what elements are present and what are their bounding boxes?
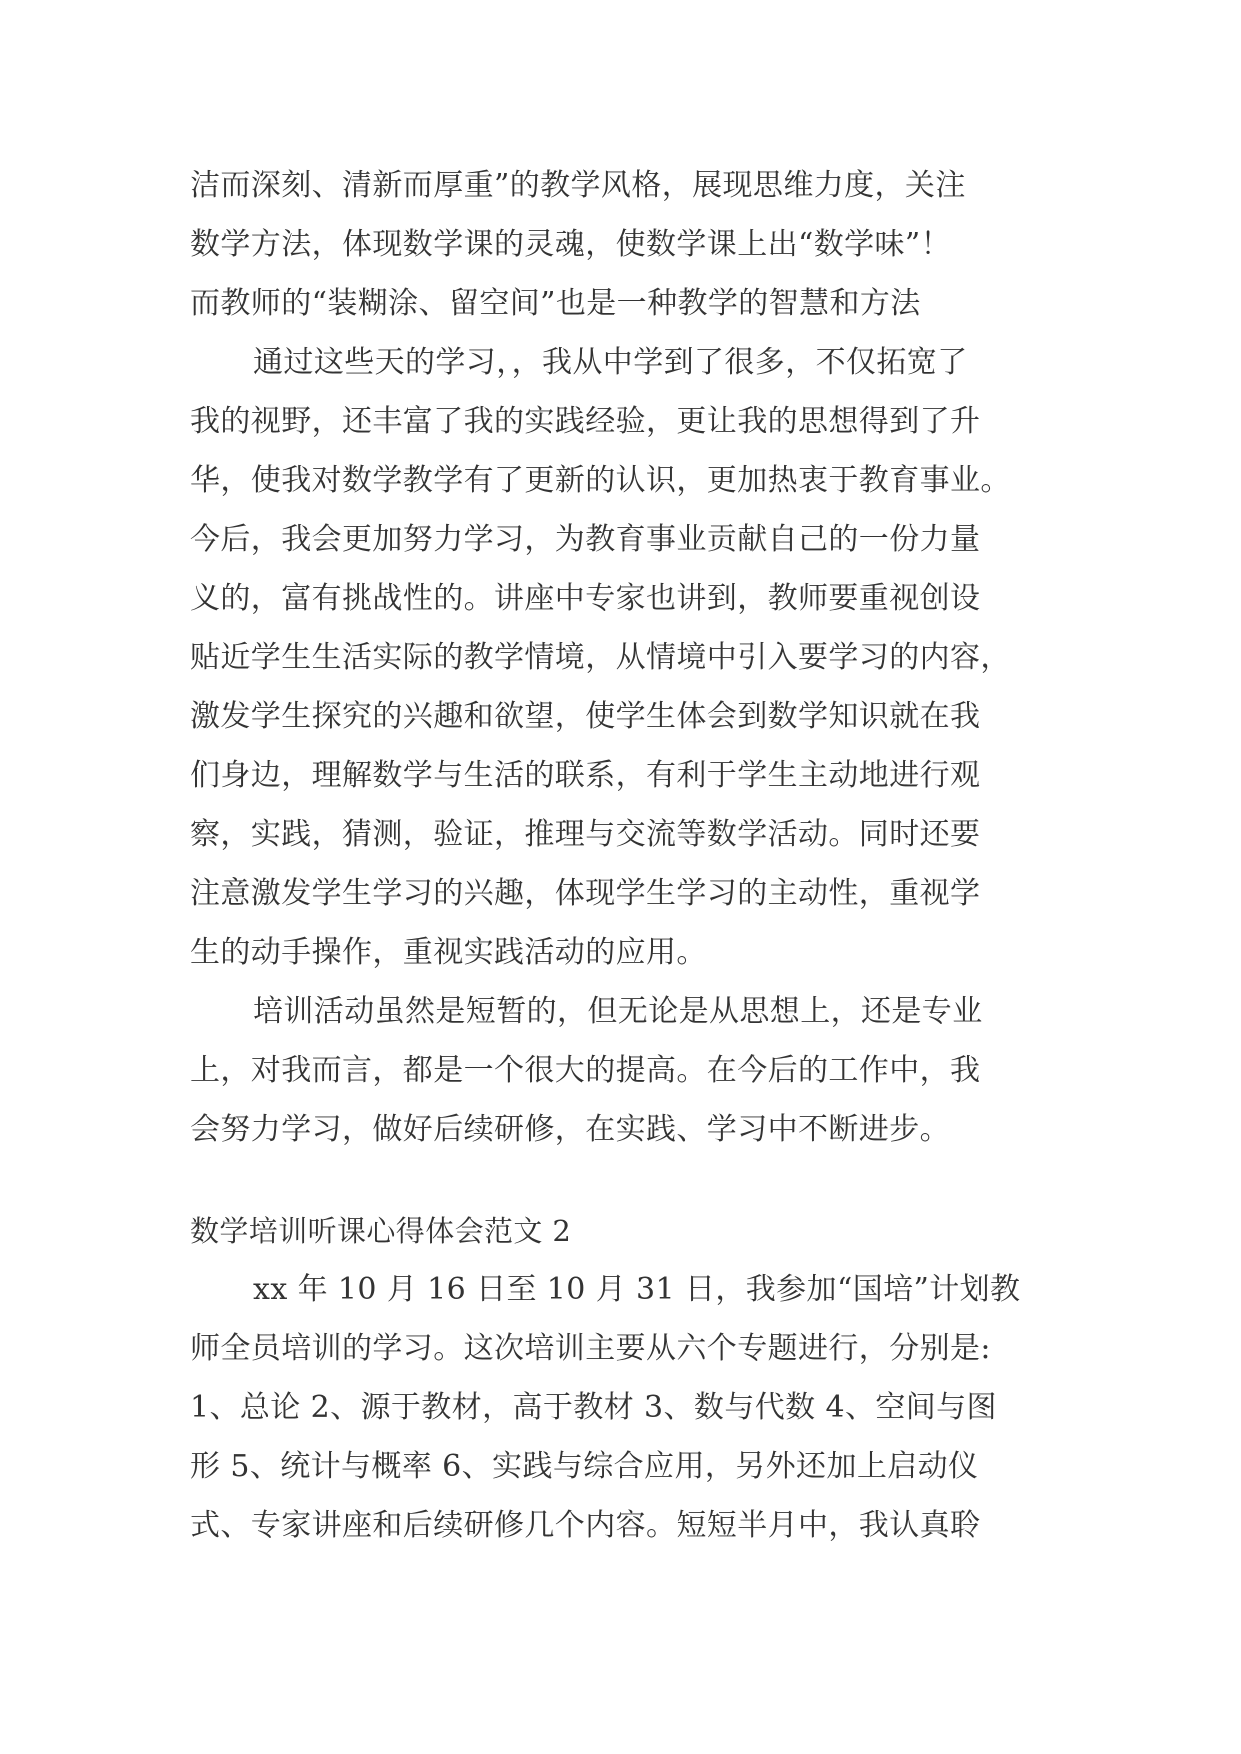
- body-text-line: 注意激发学生学习的兴趣，体现学生学习的主动性，重视学: [190, 876, 981, 911]
- body-text-line: 们身边，理解数学与生活的联系，有利于学生主动地进行观: [190, 758, 981, 793]
- body-text-line: 贴近学生生活实际的教学情境，从情境中引入要学习的内容，: [190, 640, 1011, 675]
- section-heading: 数学培训听课心得体会范文 2: [190, 1214, 572, 1248]
- body-text-line: 生的动手操作，重视实践活动的应用。: [190, 935, 707, 970]
- paragraph-first-line: 培训活动虽然是短暂的，但无论是从思想上，还是专业: [253, 994, 983, 1029]
- body-text-line: 今后，我会更加努力学习，为教育事业贡献自己的一份力量: [190, 522, 981, 557]
- body-text-line: 数学方法，体现数学课的灵魂，使数学课上出“数学味”！: [190, 227, 952, 262]
- body-text-line: 我的视野，还丰富了我的实践经验，更让我的思想得到了升: [190, 404, 981, 439]
- body-text-line: 察，实践，猜测，验证，推理与交流等数学活动。同时还要: [190, 817, 981, 852]
- body-text-line: 激发学生探究的兴趣和欲望，使学生体会到数学知识就在我: [190, 699, 981, 734]
- paragraph-first-line: 通过这些天的学习，，我从中学到了很多，不仅拓宽了: [253, 345, 968, 380]
- body-text-line: 师全员培训的学习。这次培训主要从六个专题进行，分别是:: [190, 1331, 991, 1366]
- body-text-line: 式、专家讲座和后续研修几个内容。短短半月中，我认真聆: [190, 1508, 981, 1543]
- body-text-line: 形 5、统计与概率 6、实践与综合应用，另外还加上启动仪: [190, 1449, 979, 1484]
- body-text-line: 华，使我对数学教学有了更新的认识，更加热衷于教育事业。: [190, 463, 1011, 498]
- body-text-line: 而教师的“装糊涂、留空间”也是一种教学的智慧和方法: [190, 286, 921, 321]
- body-text-line: 上，对我而言，都是一个很大的提高。在今后的工作中，我: [190, 1053, 981, 1088]
- body-text-line: 义的，富有挑战性的。讲座中专家也讲到，教师要重视创设: [190, 581, 981, 616]
- body-text-line: 会努力学习，做好后续研修，在实践、学习中不断进步。: [190, 1112, 950, 1147]
- paragraph-first-line: xx 年 10 月 16 日至 10 月 31 日，我参加“国培”计划教: [253, 1272, 1021, 1307]
- body-text-line: 洁而深刻、清新而厚重”的教学风格，展现思维力度，关注: [190, 168, 966, 203]
- body-text-line: 1、总论 2、源于教材，高于教材 3、数与代数 4、空间与图: [190, 1390, 997, 1425]
